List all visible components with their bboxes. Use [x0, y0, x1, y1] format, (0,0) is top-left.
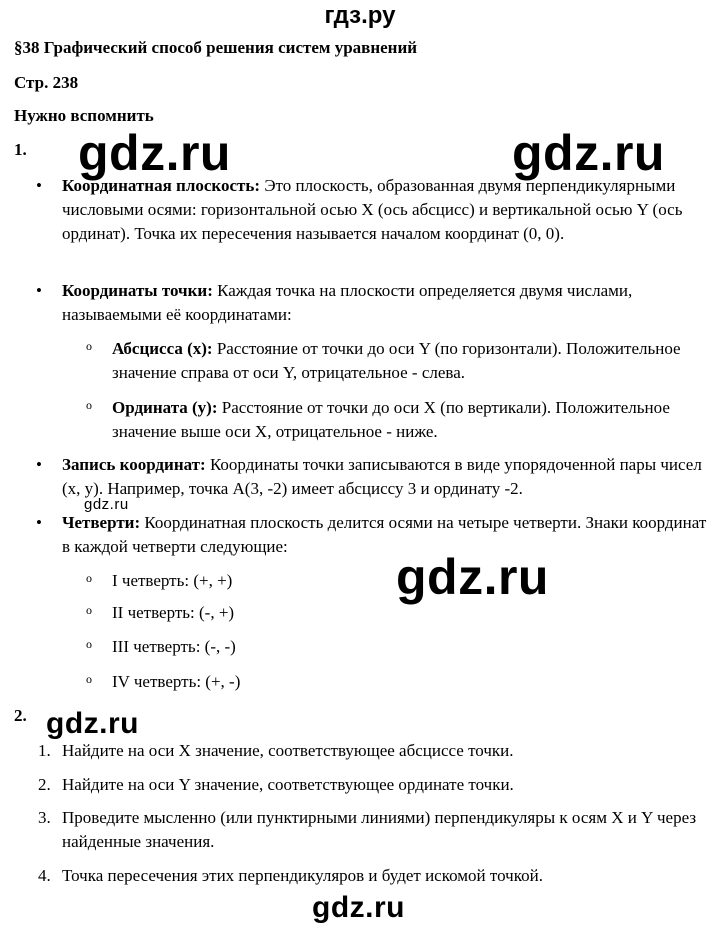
watermark: gdz.ru — [46, 707, 139, 740]
bullet-coordinate-plane — [62, 174, 712, 245]
term: Координаты точки: — [62, 281, 213, 300]
question-1-number: 1. — [14, 140, 27, 159]
quarter-item: o II четверть: (-, +) — [112, 601, 712, 625]
term: Ордината (y): — [112, 398, 218, 417]
sub-item-ordinate — [112, 396, 712, 444]
term: Четверти: — [62, 513, 141, 532]
question-2-number: 2. — [14, 706, 27, 725]
step-number: 3. — [38, 808, 51, 827]
step-number: 4. — [38, 866, 51, 885]
section-title: §38 Графический способ решения систем уравнений — [14, 38, 418, 57]
step-text: Точка пересечения этих перпендикуляров и будет искомой точкой. — [62, 866, 543, 885]
definition: Расстояние от точки до оси Y (по горизонтали). Положительное значение справа от оси Y, отрицательное - слева. — [112, 339, 681, 382]
remember-label: Нужно вспомнить — [14, 106, 154, 125]
quarter-item: o I четверть: (+, +) — [112, 569, 712, 593]
step-text: Найдите на оси X значение, соответствующее абсциссе точки. — [62, 741, 514, 760]
site-header: гдз.ру — [324, 2, 396, 29]
bullet-quarters — [62, 511, 712, 559]
term: Координатная плоскость: — [62, 176, 261, 195]
watermark: gdz.ru — [78, 125, 231, 181]
definition: Это плоскость, образованная двумя перпендикулярными числовыми осями: горизонтальной осью X (ось абсцисс) и вертикальной осью Y (ось ординат). Точка их пересечения называется началом координат (0, 0). — [62, 176, 683, 243]
term: Абсцисса (x): — [112, 339, 213, 358]
bullet-coordinate-notation — [62, 453, 712, 501]
definition: Каждая точка на плоскости определяется двумя числами, называемыми её координатами: — [62, 281, 633, 324]
quarter-item: o III четверть: (-, -) — [112, 635, 712, 659]
step-text: Найдите на оси Y значение, соответствующее ординате точки. — [62, 775, 514, 794]
definition: Расстояние от точки до оси X (по вертикали). Положительное значение выше оси X, отрицательное - ниже. — [112, 398, 670, 441]
watermark: gdz.ru — [312, 891, 405, 924]
definition: Координаты точки записываются в виде упорядоченной пары чисел (x, y). Например, точка A(3, -2) имеет абсциссу 3 и ординату -2. — [62, 455, 702, 498]
step-text: Проведите мысленно (или пунктирными линиями) перпендикуляры к осям X и Y через найденные значения. — [62, 808, 697, 851]
watermark: gdz.ru — [396, 549, 549, 605]
term: Запись координат: — [62, 455, 206, 474]
page-label: Стр. 238 — [14, 73, 79, 92]
quarter-item: o IV четверть: (+, -) — [112, 670, 712, 694]
watermark: gdz.ru — [84, 496, 129, 513]
sub-item-abscissa — [112, 337, 712, 385]
watermark: gdz.ru — [512, 125, 665, 181]
step-number: 1. — [38, 741, 51, 760]
step-number: 2. — [38, 775, 51, 794]
definition: Координатная плоскость делится осями на четыре четверти. Знаки координат в каждой четверти следующие: — [62, 513, 707, 556]
bullet-point-coordinates — [62, 279, 712, 327]
